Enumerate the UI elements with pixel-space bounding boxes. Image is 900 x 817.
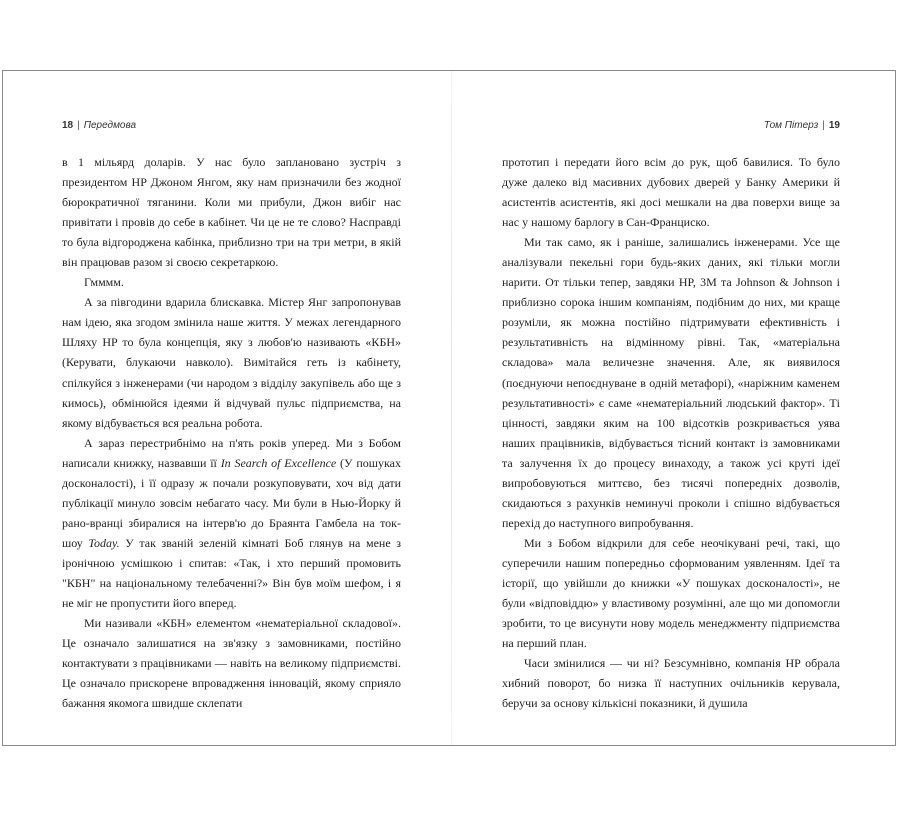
paragraph: Ми з Бобом відкрили для себе неочікувані речі, такі, що суперечили нашим попередньо сформованим уявленням. Ідеї та історії, що увійшли до книжки «У пошуках досконалості», не були «відповіддю» у властивому розумінні, але що ми допомогли зробити, то це висунути нову модель менеджменту підприємства на перший план. bbox=[502, 535, 840, 651]
paragraph-text: У так званій зеленій кімнаті Боб глянув на мене з іронічною усмішкою і спитав: «Так, і хто перший промовить "КБН" на національному телебаченні?» Він був моїм шефом, і я не міг не пропустити його вперед. bbox=[62, 535, 401, 611]
book-spread bbox=[2, 70, 896, 746]
right-page-number: 19 bbox=[828, 120, 840, 131]
paragraph: Часи змінилися — чи ні? Безсумнівно, компанія HP обрала хибний поворот, бо низка її наступних очільників керувала, беручи за основу кількісні показники, й душила bbox=[502, 656, 840, 711]
book-title: In Search of Excellence bbox=[220, 455, 337, 470]
book-gutter bbox=[451, 71, 452, 745]
right-running-head bbox=[502, 119, 840, 133]
left-page-text bbox=[62, 152, 401, 713]
paragraph-text: А зараз перестрибнімо на п'ять років уперед. Ми з Бобом написали книжку, назвавши її bbox=[62, 435, 401, 470]
left-head-separator: | bbox=[77, 120, 80, 131]
paragraph: прототип і передати його всім до рук, щоб бавилися. То було дуже далеко від масивних дубових дверей у Банку Америки й асистентів асистентів, які досі мешкали на два поверхи вище за нас у нашому барлогу в Сан-Франциско. bbox=[502, 155, 840, 230]
paragraph: Ми називали «КБН» елементом «нематеріальної складової». Це означало залишатися на зв'язку з замовниками, постійно контактувати з працівниками — навіть на великому підприємстві. Це означало прискорене впровадження інновацій, якому сприяло бажання якомога швидше склепати bbox=[62, 616, 401, 711]
paragraph: Ми так само, як і раніше, залишались інженерами. Усе ще аналізували пекельні гори будь-яких даних, які тільки могли нарити. От тільки тепер, завдяки HP, 3M та Johnson & Johnson і приблизно сорока іншим компаніям, подібним до них, ми краще розуміли, як можна постійно підтримувати ефективність і результативність на відмінному рівні. Так, «матеріальна складова» мала величезне значення. Але, як виявилося (поєднуючи непоєднуване в одній метафорі), «наріжним каменем результативності» є саме «нематеріальний людський фактор». Ті цінності, завдяки яким на 100 відсотків розкривається уява наших працівників, відбувається тісний контакт із замовниками та залучення їх до процесу винаходу, а також усі круті ідеї випробовуються миттєво, без тисячі попередніх дозволів, скидаються з рахунків неминучі проколи і спішно відбувається перехід до наступного випробування. bbox=[502, 235, 840, 530]
paragraph: в 1 мільярд доларів. У нас було заплановано зустріч з президентом HP Джоном Янгом, яку нам призначили без жодної бюрократичної тяганини. Коли ми прибули, Джон вибіг нас привітати і провів до себе в кабінет. Чи це не те слово? Насправді то була відгороджена кабінка, приблизно три на три метри, в якій він працював разом зі своєю секретаркою. bbox=[62, 155, 401, 270]
paragraph: Гмммм. bbox=[84, 275, 124, 290]
show-title: Today. bbox=[88, 535, 120, 550]
paragraph bbox=[62, 433, 401, 613]
left-running-head bbox=[62, 119, 401, 133]
right-head-separator: | bbox=[822, 120, 825, 131]
left-page bbox=[62, 119, 401, 713]
paragraph: А за півгодини вдарила блискавка. Містер Янг запропонував нам ідею, яка згодом змінила наше життя. У межах легендарного Шляху HP то була концепція, яку з любов'ю називають «КБН» (Керувати, блукаючи навколо). Вимітайся геть із кабінету, спілкуйся з інженерами (чи народом з відділу закупівель або ще з кимось), обмінюйся ідеями й відчувай пульс підприємства, на якому відбувається вся реальна робота. bbox=[62, 295, 401, 430]
left-section-title: Передмова bbox=[83, 120, 137, 131]
right-page-text bbox=[502, 152, 840, 713]
right-author-name: Том Пітерз bbox=[763, 120, 819, 131]
paragraph-text: (У пошуках досконалості), і її одразу ж почали розкуповувати, хоч від дати публікації минуло зовсім небагато часу. Ми були в Нью-Йорку й рано-вранці збиралися на інтерв'ю до Браянта Гамбела на ток-шоу bbox=[62, 455, 401, 550]
right-page bbox=[502, 119, 840, 713]
left-page-number: 18 bbox=[62, 120, 74, 131]
